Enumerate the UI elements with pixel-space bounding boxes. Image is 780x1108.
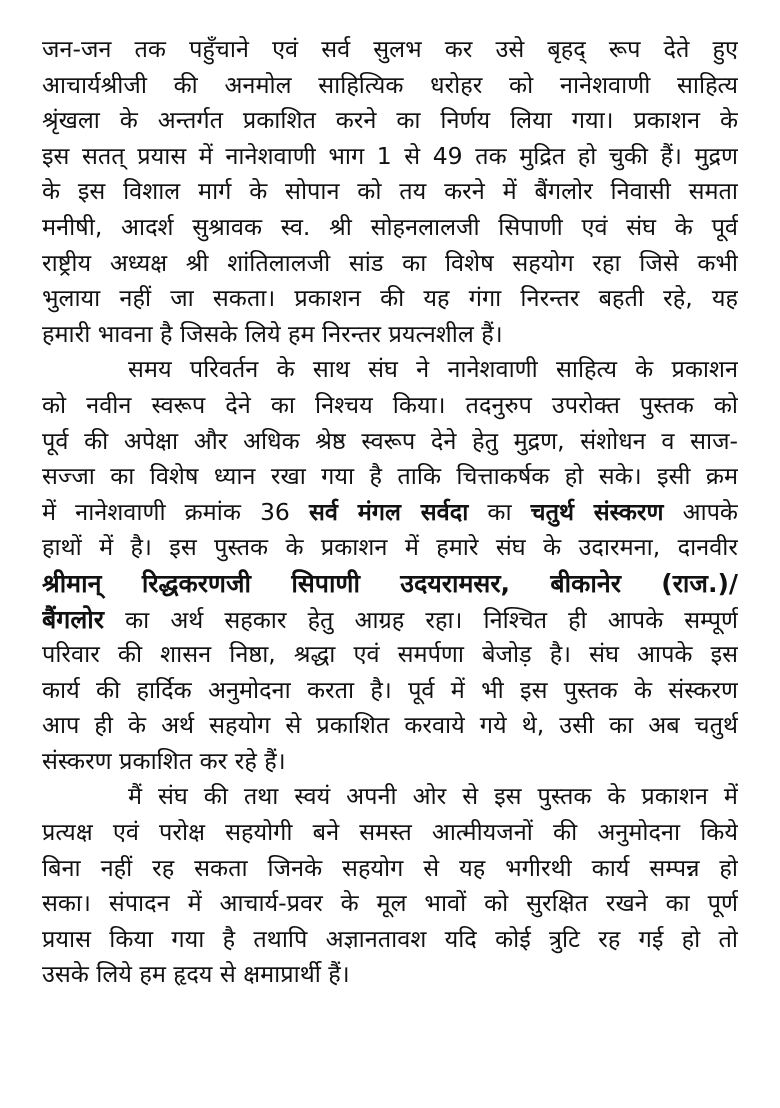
text-line: भुलाया नहीं जा सकता। प्रकाशन की यह गंगा निरन्तर बहती रहे, यह	[42, 284, 738, 313]
text-line: पूर्व की अपेक्षा और अधिक श्रेष्ठ स्वरूप देने हेतु मुद्रण, संशोधन व साज-	[42, 426, 738, 455]
paragraph	[42, 352, 738, 779]
donor-name: श्रीमान् रिद्धकरणजी सिपाणी उदयरामसर, बीकानेर (राज.)/	[42, 568, 738, 598]
text-line: में नानेशवाणी क्रमांक 36 सर्व मंगल सर्वदा का चतुर्थ संस्करण आपके	[42, 497, 738, 526]
donor-city: बैंगलोर	[42, 604, 105, 634]
text-line: हाथों में है। इस पुस्तक के प्रकाशन में हमारे संघ के उदारमना, दानवीर	[42, 533, 738, 562]
text-line: आचार्यश्रीजी की अनमोल साहित्यिक धरोहर को नानेशवाणी साहित्य	[42, 70, 738, 99]
text-line: को नवीन स्वरूप देने का निश्चय किया। तदनुरुप उपरोक्त पुस्तक को	[42, 390, 738, 419]
text-line	[42, 566, 738, 602]
text-line: आप ही के अर्थ सहयोग से प्रकाशित करवाये गये थे, उसी का अब चतुर्थ	[42, 711, 738, 740]
text-line: सका। संपादन में आचार्य-प्रवर के मूल भावों को सुरक्षित रखने का पूर्ण	[42, 889, 738, 918]
text-line: समय परिवर्तन के साथ संघ ने नानेशवाणी साहित्य के प्रकाशन	[128, 355, 738, 384]
text-line: श्रृंखला के अन्तर्गत प्रकाशित करने का निर्णय लिया गया। प्रकाशन के	[42, 106, 738, 135]
text-line: सज्जा का विशेष ध्यान रखा गया है ताकि चित्ताकर्षक हो सके। इसी क्रम	[42, 462, 738, 491]
book-title: सर्व मंगल सर्वदा	[308, 497, 469, 526]
text-line: प्रत्यक्ष एवं परोक्ष सहयोगी बने समस्त आत्मीयजनों की अनुमोदना किये	[42, 818, 738, 847]
text-line: मनीषी, आदर्श सुश्रावक स्व. श्री सोहनलालजी सिपाणी एवं संघ के पूर्व	[42, 212, 738, 241]
edition-label: चतुर्थ संस्करण	[530, 497, 664, 526]
text-line: बिना नहीं रह सकता जिनके सहयोग से यह भगीरथी कार्य सम्पन्न हो	[42, 853, 738, 882]
text-line: संस्करण प्रकाशित कर रहे हैं।	[42, 746, 286, 775]
text-line: बैंगलोर का अर्थ सहकार हेतु आग्रह रहा। निश्चित ही आपके सम्पूर्ण	[42, 604, 738, 634]
text-line: राष्ट्रीय अध्यक्ष श्री शांतिलालजी सांड का विशेष सहयोग रहा जिसे कभी	[42, 248, 738, 277]
text-line: के इस विशाल मार्ग के सोपान को तय करने में बैंगलोर निवासी समता	[42, 177, 738, 206]
paragraph	[42, 32, 738, 352]
text-line: उसके लिये हम हृदय से क्षमाप्रार्थी हैं।	[42, 960, 350, 989]
text-line: हमारी भावना है जिसके लिये हम निरन्तर प्रयत्नशील हैं।	[42, 319, 503, 348]
text-line: इस सतत् प्रयास में नानेशवाणी भाग 1 से 49 तक मुद्रित हो चुकी हैं। मुद्रण	[42, 141, 738, 170]
text-line: जन-जन तक पहुँचाने एवं सर्व सुलभ कर उसे बृहद् रूप देते हुए	[42, 35, 738, 63]
text-line: मैं संघ की तथा स्वयं अपनी ओर से इस पुस्तक के प्रकाशन में	[128, 782, 738, 811]
text-line: प्रयास किया गया है तथापि अज्ञानतावश यदि कोई त्रुटि रह गई हो तो	[42, 924, 738, 953]
text-line: परिवार की शासन निष्ठा, श्रद्धा एवं समर्पणा बेजोड़ है। संघ आपके इस	[42, 640, 738, 669]
paragraph	[42, 779, 738, 993]
text-line: कार्य की हार्दिक अनुमोदना करता है। पूर्व में भी इस पुस्तक के संस्करण	[42, 675, 738, 704]
